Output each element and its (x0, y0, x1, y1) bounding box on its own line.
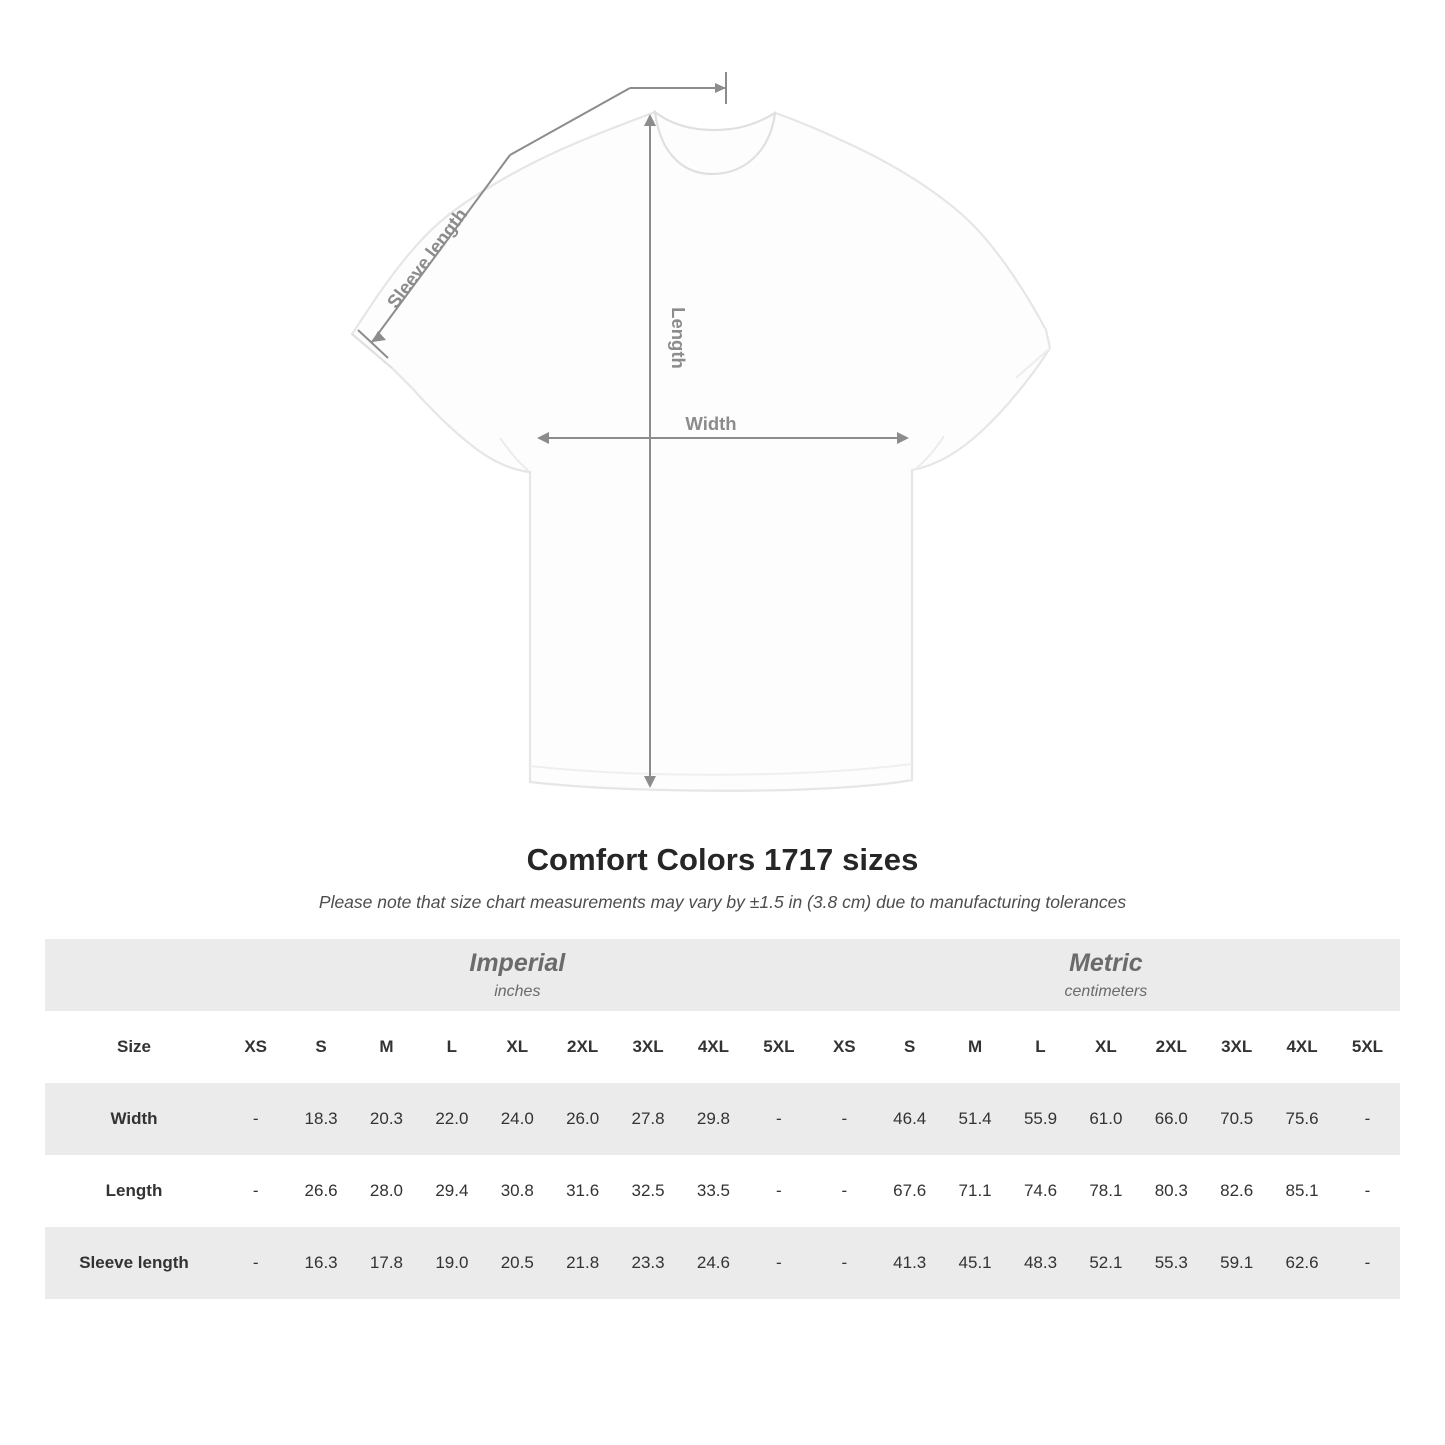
cell-length-metric-2xl: 80.3 (1139, 1155, 1204, 1227)
cell-sleeve-metric-xs: - (812, 1227, 877, 1299)
cell-sleeve-metric-s: 41.3 (877, 1227, 942, 1299)
size-header-metric-s: S (877, 1011, 942, 1083)
cell-sleeve-imperial-4xl: 24.6 (681, 1227, 746, 1299)
size-header-imperial-xs: XS (223, 1011, 288, 1083)
table-row (45, 1227, 1400, 1299)
cell-sleeve-metric-xl: 52.1 (1073, 1227, 1138, 1299)
cell-sleeve-metric-5xl: - (1335, 1227, 1400, 1299)
cell-sleeve-imperial-xs: - (223, 1227, 288, 1299)
unit-header-row (45, 939, 1400, 1011)
cell-length-metric-5xl: - (1335, 1155, 1400, 1227)
size-header-imperial-m: M (354, 1011, 419, 1083)
cell-sleeve-imperial-s: 16.3 (288, 1227, 353, 1299)
size-table-wrapper (45, 939, 1400, 1299)
table-row (45, 1083, 1400, 1155)
cell-width-imperial-m: 20.3 (354, 1083, 419, 1155)
cell-sleeve-imperial-xl: 20.5 (485, 1227, 550, 1299)
cell-width-imperial-2xl: 26.0 (550, 1083, 615, 1155)
width-label: Width (685, 413, 737, 434)
cell-length-metric-s: 67.6 (877, 1155, 942, 1227)
cell-length-metric-3xl: 82.6 (1204, 1155, 1269, 1227)
length-label: Length (668, 307, 689, 369)
size-table (45, 939, 1400, 1299)
cell-length-imperial-4xl: 33.5 (681, 1155, 746, 1227)
cell-sleeve-metric-4xl: 62.6 (1269, 1227, 1334, 1299)
cell-sleeve-metric-3xl: 59.1 (1204, 1227, 1269, 1299)
unit-group-metric (812, 939, 1401, 1011)
cell-length-imperial-5xl: - (746, 1155, 812, 1227)
cell-length-imperial-m: 28.0 (354, 1155, 419, 1227)
cell-width-metric-4xl: 75.6 (1269, 1083, 1334, 1155)
cell-sleeve-imperial-m: 17.8 (354, 1227, 419, 1299)
cell-length-imperial-2xl: 31.6 (550, 1155, 615, 1227)
size-header-imperial-4xl: 4XL (681, 1011, 746, 1083)
measurement-note: Please note that size chart measurements may vary by ±1.5 in (3.8 cm) due to manufacturing tolerances (318, 892, 1127, 912)
cell-length-metric-4xl: 85.1 (1269, 1155, 1334, 1227)
cell-width-imperial-xs: - (223, 1083, 288, 1155)
title-block (0, 842, 1445, 913)
cell-sleeve-imperial-2xl: 21.8 (550, 1227, 615, 1299)
row-label-width: Width (45, 1083, 223, 1155)
row-label-length: Length (45, 1155, 223, 1227)
unit-group-imperial-name: Imperial (469, 948, 566, 977)
unit-header-spacer (45, 939, 223, 1011)
cell-width-metric-3xl: 70.5 (1204, 1083, 1269, 1155)
cell-width-imperial-5xl: - (746, 1083, 812, 1155)
cell-sleeve-imperial-l: 19.0 (419, 1227, 484, 1299)
size-header-imperial-2xl: 2XL (550, 1011, 615, 1083)
unit-group-metric-sub: centimeters (1064, 983, 1148, 1001)
cell-length-metric-m: 71.1 (942, 1155, 1007, 1227)
size-header-metric-2xl: 2XL (1139, 1011, 1204, 1083)
cell-length-imperial-xs: - (223, 1155, 288, 1227)
cell-width-metric-l: 55.9 (1008, 1083, 1073, 1155)
table-row (45, 1155, 1400, 1227)
cell-length-imperial-xl: 30.8 (485, 1155, 550, 1227)
cell-width-metric-s: 46.4 (877, 1083, 942, 1155)
size-header-metric-4xl: 4XL (1269, 1011, 1334, 1083)
cell-width-metric-5xl: - (1335, 1083, 1400, 1155)
cell-length-metric-xl: 78.1 (1073, 1155, 1138, 1227)
unit-group-metric-name: Metric (1069, 948, 1143, 977)
size-header-imperial-s: S (288, 1011, 353, 1083)
cell-length-metric-l: 74.6 (1008, 1155, 1073, 1227)
size-header-label: Size (45, 1011, 223, 1083)
size-header-metric-l: L (1008, 1011, 1073, 1083)
size-header-metric-3xl: 3XL (1204, 1011, 1269, 1083)
cell-width-imperial-l: 22.0 (419, 1083, 484, 1155)
cell-width-metric-2xl: 66.0 (1139, 1083, 1204, 1155)
cell-length-imperial-3xl: 32.5 (615, 1155, 680, 1227)
unit-group-imperial (223, 939, 812, 1011)
size-header-row (45, 1011, 1400, 1083)
size-header-metric-m: M (942, 1011, 1007, 1083)
cell-length-imperial-s: 26.6 (288, 1155, 353, 1227)
cell-sleeve-imperial-3xl: 23.3 (615, 1227, 680, 1299)
size-header-imperial-l: L (419, 1011, 484, 1083)
size-header-imperial-3xl: 3XL (615, 1011, 680, 1083)
cell-width-metric-xs: - (812, 1083, 877, 1155)
size-header-imperial-xl: XL (485, 1011, 550, 1083)
cell-sleeve-imperial-5xl: - (746, 1227, 812, 1299)
row-label-sleeve-length: Sleeve length (45, 1227, 223, 1299)
cell-width-metric-xl: 61.0 (1073, 1083, 1138, 1155)
cell-length-metric-xs: - (812, 1155, 877, 1227)
size-header-metric-xs: XS (812, 1011, 877, 1083)
size-header-imperial-5xl: 5XL (746, 1011, 812, 1083)
size-header-metric-5xl: 5XL (1335, 1011, 1400, 1083)
sleeve-length-label: Sleeve length (382, 204, 472, 313)
cell-width-imperial-xl: 24.0 (485, 1083, 550, 1155)
cell-sleeve-metric-m: 45.1 (942, 1227, 1007, 1299)
cell-width-imperial-4xl: 29.8 (681, 1083, 746, 1155)
page-title: Comfort Colors 1717 sizes (526, 842, 919, 877)
unit-group-imperial-sub: inches (494, 983, 541, 1001)
cell-length-imperial-l: 29.4 (419, 1155, 484, 1227)
cell-width-imperial-s: 18.3 (288, 1083, 353, 1155)
cell-sleeve-metric-l: 48.3 (1008, 1227, 1073, 1299)
cell-width-metric-m: 51.4 (942, 1083, 1007, 1155)
cell-sleeve-metric-2xl: 55.3 (1139, 1227, 1204, 1299)
cell-width-imperial-3xl: 27.8 (615, 1083, 680, 1155)
size-header-metric-xl: XL (1073, 1011, 1138, 1083)
